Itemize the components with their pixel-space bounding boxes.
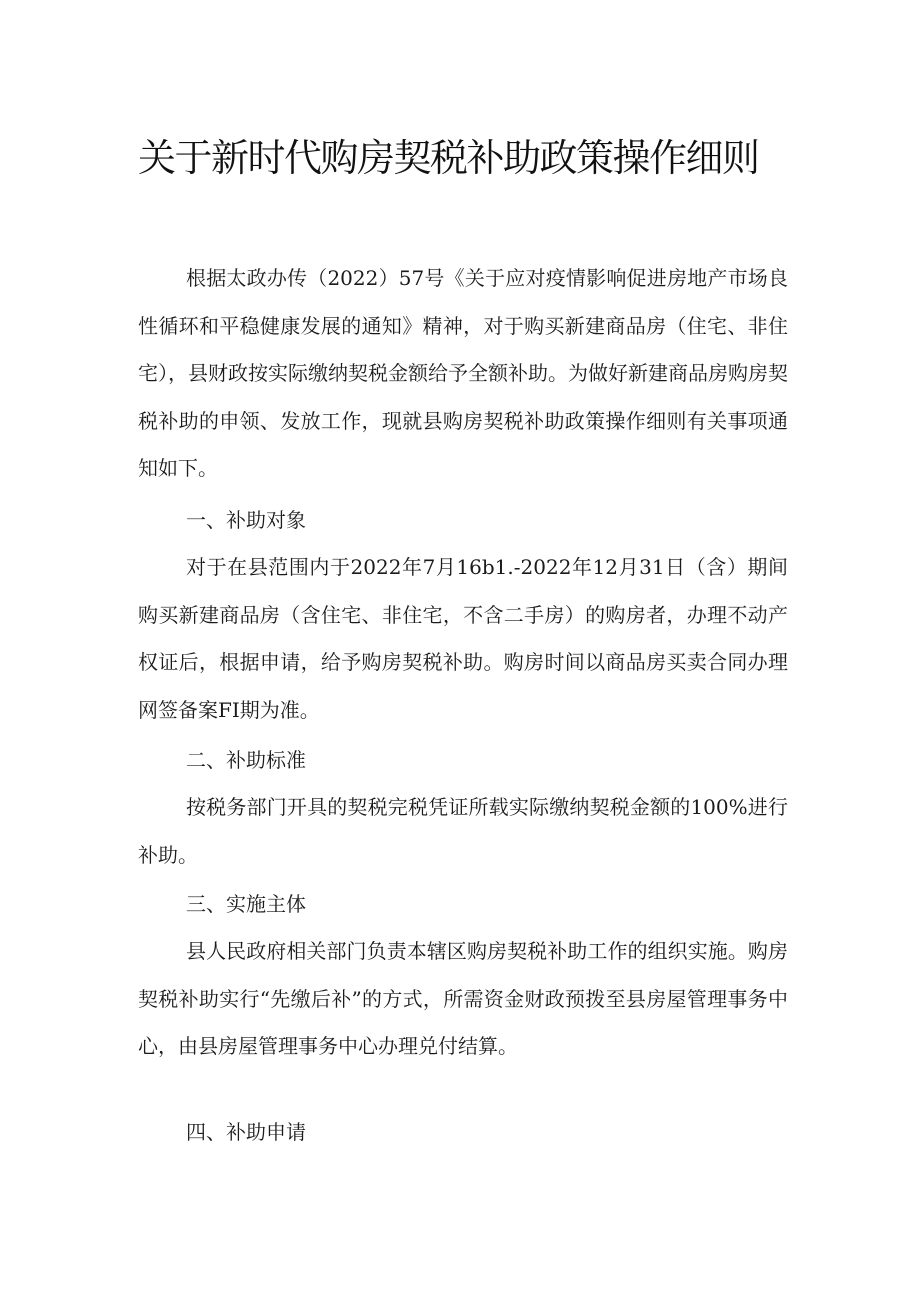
section-body-implementing-body: 县人民政府相关部门负责本辖区购房契税补助工作的组织实施。购房契税补助实行“先缴后补”的方式，所需资金财政预拨至县房屋管理事务中心，由县房屋管理事务中心办理兑付结算。 [138, 939, 788, 1058]
document-title: 关于新时代购房契税补助政策操作细则 [138, 136, 759, 180]
section-heading-subsidy-target: 一、补助对象 [186, 508, 306, 532]
section-heading-subsidy-standard: 二、补助标准 [186, 748, 306, 772]
section-body-subsidy-standard: 按税务部门开具的契税完税凭证所载实际缴纳契税金额的100%进行补助。 [138, 795, 788, 867]
section-body-subsidy-target: 对于在县范围内于2022年7月16b1.-2022年12月31日（含）期间购买新建商品房（含住宅、非住宅，不含二手房）的购房者，办理不动产权证后，根据申请，给予购房契税补助。购房时间以商品房买卖合同办理网签备案FI期为准。 [138, 555, 788, 722]
section-heading-subsidy-application: 四、补助申请 [186, 1120, 306, 1144]
section-heading-implementing-body: 三、实施主体 [186, 892, 306, 916]
intro-paragraph: 根据太政办传（2022）57号《关于应对疫情影响促进房地产市场良性循环和平稳健康发展的通知》精神，对于购买新建商品房（住宅、非住宅），县财政按实际缴纳契税金额给予全额补助。为做好新建商品房购房契税补助的申领、发放工作，现就县购房契税补助政策操作细则有关事项通知如下。 [138, 266, 788, 480]
